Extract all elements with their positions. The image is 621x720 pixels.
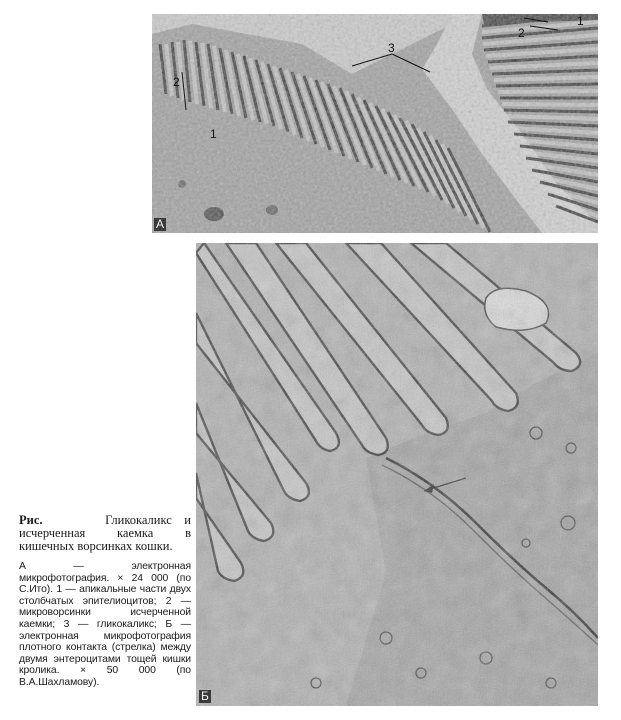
caption-title: [19, 514, 191, 553]
label-1-left: 1: [210, 127, 217, 141]
label-1-top: 1: [577, 14, 584, 28]
micrograph-a-image: [152, 14, 598, 233]
caption-title-text: Гликокаликс и исчерченная каемка в кишечных ворсинках кошки.: [19, 513, 191, 553]
label-2-left: 2: [173, 75, 180, 89]
label-3: 3: [388, 41, 395, 55]
micrograph-a: [152, 14, 598, 233]
panel-letter-b: Б: [201, 689, 209, 703]
caption-label: Рис.: [19, 513, 43, 527]
micrograph-b-image: [196, 243, 598, 706]
label-2-top: 2: [518, 26, 525, 40]
panel-letter-a: А: [156, 217, 165, 231]
figure-caption: [19, 514, 191, 689]
caption-body: А — электронная микрофотография. × 24 000 (по С.Ито). 1 — апикальные части двух столбчатых эпителиоцитов; 2 — микроворсинки исчерченной каемки; 3 — гликокаликс; Б — электронная микрофотография плотного контакта (стрелка) между двумя энтероцитами тощей кишки кролика. × 50 000 (по В.А.Шахламову).: [19, 561, 191, 688]
micrograph-b: [196, 243, 598, 706]
